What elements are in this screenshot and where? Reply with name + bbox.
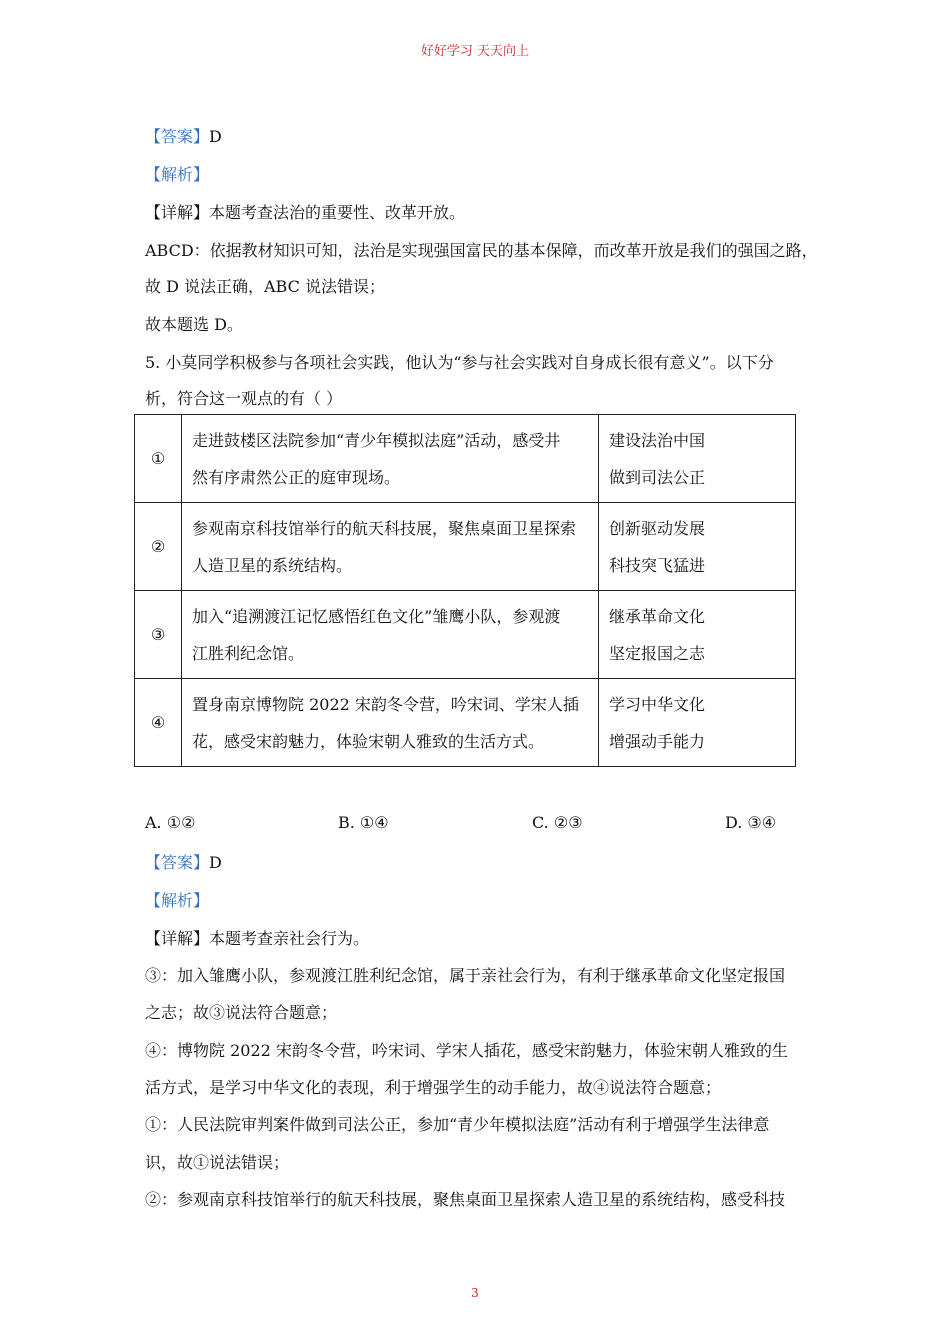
q5-analysis-tag: 【解析】 bbox=[145, 891, 210, 910]
page-header: 好好学习 天天向上 bbox=[420, 44, 530, 59]
q5-explanation-line: 之志；故③说法符合题意； bbox=[145, 1003, 338, 1022]
option-b: B. ①④ bbox=[338, 813, 389, 832]
table-row bbox=[135, 591, 796, 679]
q5-table bbox=[134, 414, 796, 767]
answer-tag: 【答案】 bbox=[145, 127, 210, 146]
answer-tag: 【答案】 bbox=[145, 853, 210, 872]
q5-stem: 5. 小莫同学积极参与各项社会实践，他认为“参与社会实践对自身成长很有意义”。以下分 bbox=[145, 353, 774, 372]
q4-detail: 【详解】本题考查法治的重要性、改革开放。 bbox=[145, 203, 466, 222]
q5-stem: 析，符合这一观点的有（ ） bbox=[145, 389, 343, 408]
q4-explanation-line: 故 D 说法正确，ABC 说法错误； bbox=[145, 277, 385, 296]
page-number: 3 bbox=[471, 1286, 479, 1300]
table-row bbox=[135, 503, 796, 591]
q5-answer-line bbox=[145, 850, 815, 873]
table-row bbox=[135, 679, 796, 767]
row-number: ② bbox=[135, 503, 182, 591]
row-theme: 建设法治中国 做到司法公正 bbox=[599, 415, 796, 503]
row-description: 参观南京科技馆举行的航天科技展，聚焦桌面卫星探索 人造卫星的系统结构。 bbox=[182, 503, 599, 591]
row-description: 置身南京博物院 2022 宋韵冬令营，吟宋词、学宋人插 花，感受宋韵魅力，体验宋朝人雅致的生活方式。 bbox=[182, 679, 599, 767]
option-d: D. ③④ bbox=[725, 813, 777, 832]
q5-explanation-line: ②：参观南京科技馆举行的航天科技展，聚焦桌面卫星探索人造卫星的系统结构，感受科技 bbox=[145, 1190, 786, 1209]
q4-explanation-line: ABCD：依据教材知识可知，法治是实现强国富民的基本保障，而改革开放是我们的强国之路， bbox=[145, 241, 818, 260]
row-theme: 创新驱动发展 科技突飞猛进 bbox=[599, 503, 796, 591]
answer-value: D bbox=[209, 853, 222, 872]
q5-explanation-line: ④：博物院 2022 宋韵冬令营，吟宋词、学宋人插花，感受宋韵魅力，体验宋朝人雅致的生 bbox=[145, 1041, 788, 1060]
q4-analysis-tag: 【解析】 bbox=[145, 165, 210, 184]
row-number: ① bbox=[135, 415, 182, 503]
option-a: A. ①② bbox=[145, 813, 196, 832]
q5-explanation-line: 识，故①说法错误； bbox=[145, 1153, 290, 1172]
table-row bbox=[135, 415, 796, 503]
row-theme: 学习中华文化 增强动手能力 bbox=[599, 679, 796, 767]
row-theme: 继承革命文化 坚定报国之志 bbox=[599, 591, 796, 679]
option-c: C. ②③ bbox=[532, 813, 583, 832]
q4-explanation-line: 故本题选 D。 bbox=[145, 315, 243, 334]
answer-value: D bbox=[209, 127, 222, 146]
row-number: ④ bbox=[135, 679, 182, 767]
q4-answer-line bbox=[145, 124, 815, 147]
q5-explanation-line: ①：人民法院审判案件做到司法公正，参加“青少年模拟法庭”活动有利于增强学生法律意 bbox=[145, 1115, 770, 1134]
row-description: 走进鼓楼区法院参加“青少年模拟法庭”活动，感受井 然有序肃然公正的庭审现场。 bbox=[182, 415, 599, 503]
row-number: ③ bbox=[135, 591, 182, 679]
q5-explanation-line: 活方式，是学习中华文化的表现，利于增强学生的动手能力，故④说法符合题意； bbox=[145, 1078, 722, 1097]
row-description: 加入“追溯渡江记忆感悟红色文化”雏鹰小队，参观渡 江胜利纪念馆。 bbox=[182, 591, 599, 679]
q5-explanation-line: ③：加入雏鹰小队，参观渡江胜利纪念馆，属于亲社会行为，有利于继承革命文化坚定报国 bbox=[145, 966, 786, 985]
q5-detail: 【详解】本题考查亲社会行为。 bbox=[145, 929, 370, 948]
